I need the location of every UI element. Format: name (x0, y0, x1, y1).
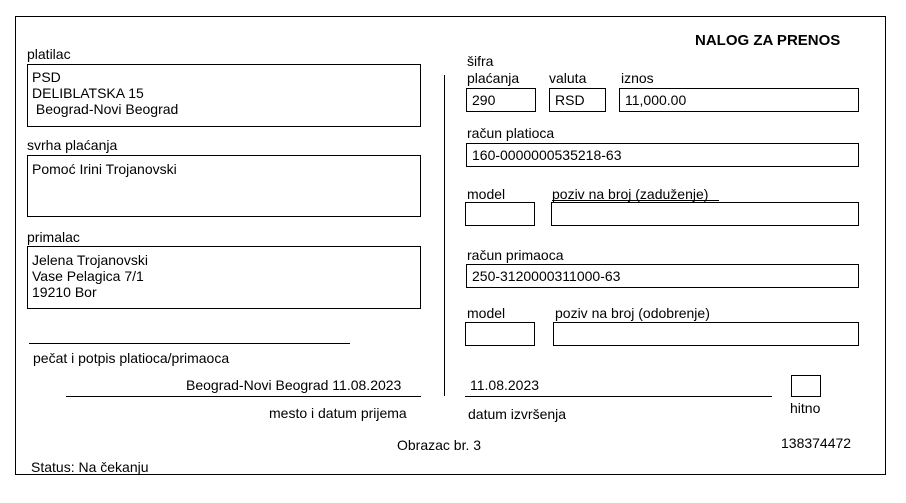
credit-model-field[interactable] (465, 322, 535, 346)
recipient-line-2: Vase Pelagica 7/1 (32, 268, 144, 284)
payment-code-label-1: šifra (467, 53, 494, 69)
purpose-field[interactable] (27, 155, 421, 217)
payer-line-2: DELIBLATSKA 15 (32, 85, 144, 101)
recipient-line-1: Jelena Trojanovski (32, 252, 148, 268)
reference-number: 138374472 (781, 435, 852, 451)
debit-model-label: model (467, 186, 506, 202)
execution-date-label: datum izvršenja (468, 406, 567, 422)
recipient-line-3: 19210 Bor (32, 284, 97, 300)
payer-account-value: 160-0000000535218-63 (472, 147, 622, 163)
credit-model-label: model (467, 305, 506, 321)
currency-value: RSD (555, 92, 585, 108)
execution-date-line (465, 396, 772, 397)
payer-account-field[interactable] (466, 143, 859, 167)
receipt-label: mesto i datum prijema (269, 405, 407, 421)
purpose-label: svrha plaćanja (27, 137, 118, 153)
recipient-label: primalac (27, 229, 80, 245)
payment-code-value: 290 (472, 92, 496, 108)
form-number: Obrazac br. 3 (397, 437, 482, 453)
payment-code-label-2: plaćanja (467, 70, 520, 86)
recipient-value (32, 252, 148, 300)
signature-label: pečat i potpis platioca/primaoca (33, 350, 230, 366)
currency-label: valuta (549, 70, 587, 86)
recipient-account-field[interactable] (466, 264, 859, 288)
credit-reference-label: poziv na broj (odobrenje) (555, 305, 710, 321)
recipient-field[interactable] (27, 246, 421, 309)
purpose-value: Pomoć Irini Trojanovski (32, 161, 177, 177)
credit-reference-field[interactable] (553, 322, 859, 346)
currency-field[interactable] (549, 88, 606, 112)
payment-code-field[interactable] (466, 88, 536, 112)
recipient-account-label: račun primaoca (467, 247, 564, 263)
signature-line (29, 343, 350, 344)
payer-label: platilac (27, 46, 71, 62)
receipt-line (66, 396, 421, 397)
form-title: NALOG ZA PRENOS (695, 32, 841, 49)
receipt-value: Beograd-Novi Beograd 11.08.2023 (186, 377, 402, 393)
execution-date-value: 11.08.2023 (470, 377, 540, 393)
urgent-label: hitno (790, 400, 821, 416)
status-text: Status: Na čekanju (31, 459, 149, 475)
payer-value (32, 69, 178, 117)
payer-account-label: račun platioca (467, 125, 555, 141)
column-divider (444, 75, 445, 396)
payer-line-1: PSD (32, 69, 61, 85)
debit-reference-underline (552, 200, 719, 201)
amount-label: iznos (621, 70, 654, 86)
debit-model-field[interactable] (465, 202, 535, 226)
urgent-checkbox[interactable] (791, 375, 821, 397)
recipient-account-value: 250-3120000311000-63 (472, 268, 621, 284)
debit-reference-field[interactable] (551, 202, 859, 226)
amount-field[interactable] (619, 88, 859, 112)
payer-field[interactable] (27, 64, 421, 127)
debit-reference-label: poziv na broj (zaduženje) (552, 186, 709, 202)
payer-line-3: Beograd-Novi Beograd (32, 101, 179, 117)
amount-value: 11,000.00 (625, 92, 687, 108)
